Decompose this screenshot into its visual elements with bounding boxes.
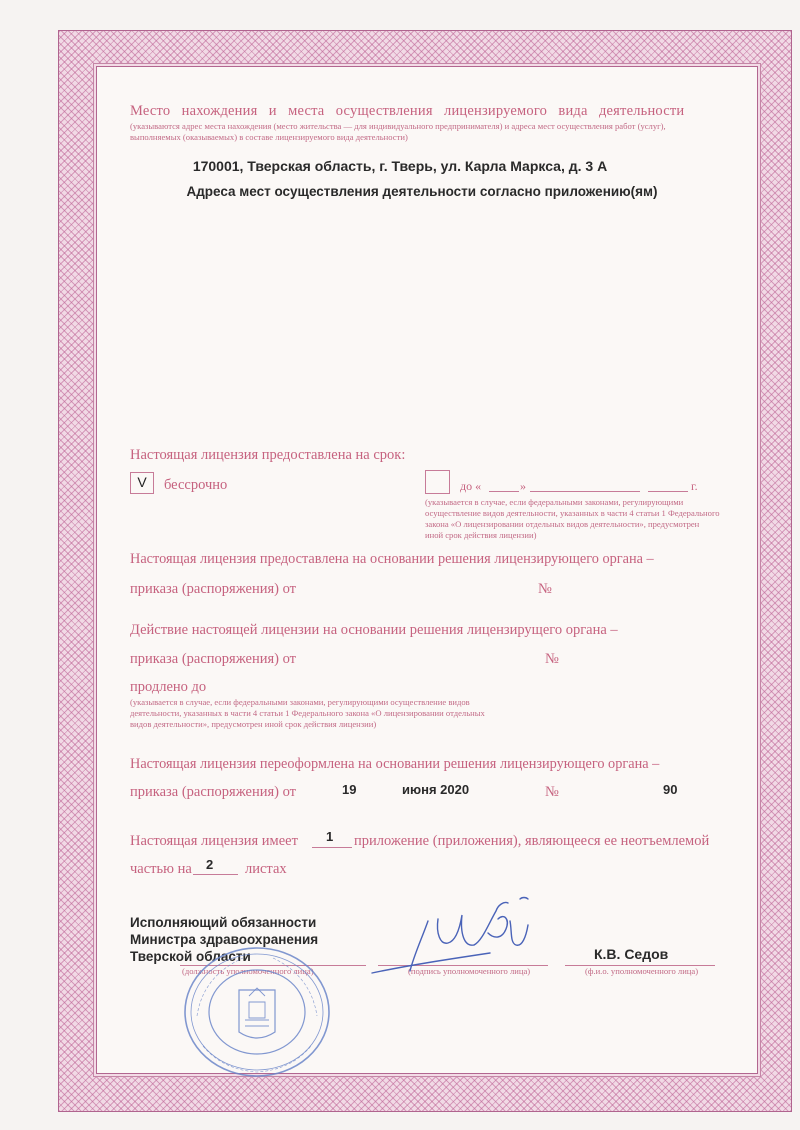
- basis-line-2: приказа (распоряжения) от: [130, 581, 296, 597]
- addresses-appendix-note: Адреса мест осуществления деятельности согласно приложению(ям): [186, 184, 658, 199]
- reissue-number: 90: [663, 782, 678, 797]
- signer-name: К.В. Седов: [594, 946, 669, 962]
- appendix-count: 1: [326, 829, 334, 844]
- extension-line-1: Действие настоящей лицензии на основании решения лицензирущего органа –: [130, 622, 618, 638]
- extension-note-1: (указывается в случае, если федеральными законами, регулирующими осуществление видов: [130, 697, 470, 707]
- signer-position-3: Тверской области: [130, 949, 251, 964]
- until-month-line: [530, 491, 640, 492]
- position-caption: (должность уполномоченного лица): [182, 966, 314, 976]
- address-line: 170001, Тверская область, г. Тверь, ул. Карла Маркса, д. 3 А: [192, 158, 608, 174]
- reissue-number-sign: №: [545, 784, 559, 800]
- appendix-middle: приложение (приложения), являющееся ее неотъемлемой: [354, 833, 710, 849]
- location-title: Место нахождения и места осуществления лицензируемого вида деятельности: [130, 103, 685, 119]
- until-day-line: [489, 491, 519, 492]
- sheets-prefix: частью на: [130, 861, 192, 877]
- reissue-line-2: приказа (распоряжения) от: [130, 784, 296, 800]
- basis-line-1: Настоящая лицензия предоставлена на основании решения лицензирующего органа –: [130, 551, 654, 567]
- basis-number-sign: №: [538, 581, 552, 597]
- extension-note-3: видов деятельности», предусмотрен иной срок действия лицензии): [130, 719, 377, 729]
- official-seal-icon: [183, 946, 333, 1078]
- signature-caption: (подпись уполномоченного лица): [408, 966, 531, 976]
- reissue-month-year: июня 2020: [402, 782, 470, 797]
- extension-line-2: приказа (распоряжения) от: [130, 651, 296, 667]
- signer-position-2: Министра здравоохранения: [130, 932, 319, 947]
- term-note-4: иной срок действия лицензии): [425, 530, 537, 540]
- indefinite-label: бессрочно: [164, 477, 228, 493]
- appendix-prefix: Настоящая лицензия имеет: [130, 833, 298, 849]
- appendix-count-line: [312, 847, 352, 848]
- reissue-day: 19: [342, 782, 357, 797]
- sheets-line: [193, 874, 238, 875]
- until-year-suffix: г.: [691, 479, 698, 493]
- extension-note-2: деятельности, указанных в части 4 статьи 1 Федерального закона «О лицензировании отдельных: [130, 708, 485, 718]
- until-date-checkbox[interactable]: [425, 470, 450, 494]
- until-prefix: до «: [460, 479, 482, 493]
- term-label: Настоящая лицензия предоставлена на срок:: [130, 447, 406, 463]
- name-caption: (ф.и.о. уполномоченного лица): [585, 966, 699, 976]
- reissue-line-1: Настоящая лицензия переоформлена на основании решения лицензирующего органа –: [130, 756, 660, 772]
- extended-until-label: продлено до: [130, 679, 207, 695]
- sheets-count: 2: [206, 857, 214, 872]
- signer-position-1: Исполняющий обязанности: [130, 915, 317, 930]
- indefinite-checkbox[interactable]: V: [130, 472, 154, 494]
- term-note-1: (указывается в случае, если федеральными законами, регулирующими: [425, 497, 684, 507]
- extension-number-sign: №: [545, 651, 559, 667]
- handwritten-signature-icon: [370, 893, 540, 985]
- term-note-2: осуществление видов деятельности, указанных в части 4 статьи 1 Федерального: [425, 508, 720, 518]
- until-year-line: [648, 491, 688, 492]
- until-quote-close: »: [520, 479, 526, 493]
- sheets-suffix: листах: [245, 861, 287, 877]
- location-note-2: выполняемых (оказываемых) в составе лицензируемого вида деятельности): [130, 132, 408, 142]
- location-note-1: (указываются адрес места нахождения (место жительства — для индивидуального предпринимателя) и адреса мест осуществления работ (услуг),: [130, 121, 666, 131]
- term-note-3: закона «О лицензировании отдельных видов деятельности», предусмотрен: [425, 519, 700, 529]
